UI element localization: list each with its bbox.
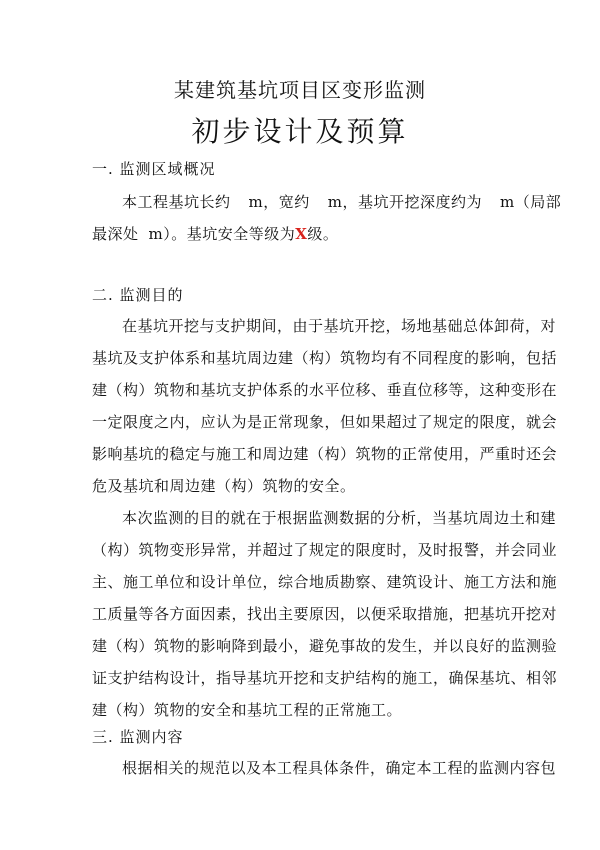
paragraph-line: 工质量等各方面因素，找出主要原因，以便采取措施，把基坑开挖对 (92, 605, 558, 623)
section-1-paragraph (92, 186, 562, 250)
text-run: m）。基坑安全等级为 (148, 225, 296, 243)
paragraph-line: 建（构）筑物的影响降到最小，避免事故的发生，并以良好的监测验 (92, 637, 558, 655)
safety-grade: X (295, 225, 308, 243)
text-run: 级。 (307, 225, 339, 243)
document-title: 某建筑基坑项目区变形监测 (174, 78, 426, 102)
text-run: 最深处 (92, 225, 139, 243)
text-run: m，基坑开挖深度约为 (327, 193, 482, 211)
paragraph-line: 根据相关的规范以及本工程具体条件，确定本工程的监测内容包 (122, 759, 557, 777)
section-3-heading: 三. 监测内容 (92, 728, 184, 746)
section-3-paragraph (92, 752, 557, 784)
text-run: 本工程基坑长约 (122, 193, 231, 211)
paragraph-line: 影响基坑的稳定与施工和周边建（构）筑物的正常使用，严重时还会 (92, 445, 558, 463)
paragraph-line: 主、施工单位和设计单位，综合地质勘察、建筑设计、施工方法和施 (92, 573, 558, 591)
text-run: m，宽约 (248, 193, 310, 211)
paragraph-line: 基坑及支护体系和基坑周边建（构）筑物均有不同程度的影响，包括 (92, 349, 558, 367)
paragraph-line (92, 186, 562, 218)
section-2-heading: 二. 监测目的 (92, 286, 184, 304)
paragraph-line: 建（构）筑物和基坑支护体系的水平位移、垂直位移等，这种变形在 (92, 381, 558, 399)
paragraph-line: （构）筑物变形异常，并超过了规定的限度时，及时报警，并会同业 (92, 541, 558, 559)
paragraph-line: 建（构）筑物的安全和基坑工程的正常施工。 (92, 701, 403, 719)
document-subtitle: 初步设计及预算 (191, 115, 409, 148)
section-1-heading: 一. 监测区域概况 (92, 160, 216, 178)
paragraph-line: 危及基坑和周边建（构）筑物的安全。 (92, 477, 356, 495)
paragraph-line: 一定限度之内，应认为是正常现象，但如果超过了规定的限度，就会 (92, 413, 558, 431)
section-2-paragraph-2 (92, 502, 558, 726)
paragraph-line: 证支护结构设计，指导基坑开挖和支护结构的施工，确保基坑、相邻 (92, 669, 558, 687)
text-run: m（局部 (499, 193, 562, 211)
section-2-paragraph-1 (92, 310, 558, 502)
paragraph-line: 本次监测的目的就在于根据监测数据的分析，当基坑周边土和建 (122, 509, 557, 527)
paragraph-line (92, 218, 518, 250)
paragraph-line: 在基坑开挖与支护期间，由于基坑开挖，场地基础总体卸荷，对 (122, 317, 557, 335)
